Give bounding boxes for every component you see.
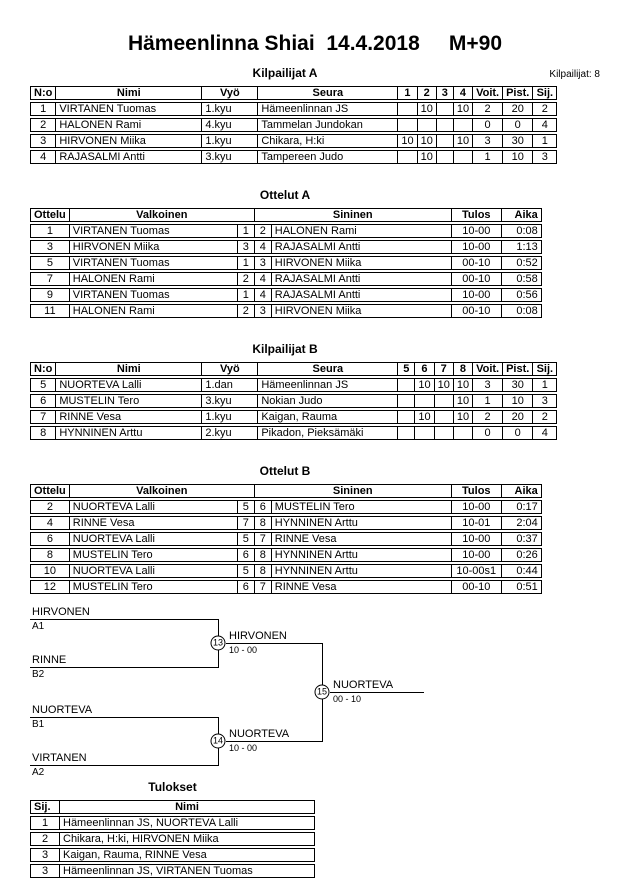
bracket-competitor-name: RINNE bbox=[32, 654, 67, 666]
cell-blue-name: RINNE Vesa bbox=[272, 532, 452, 546]
cell-club: Hämeenlinnan JS bbox=[258, 102, 398, 116]
cell-name: Chikara, H:ki, HIRVONEN Miika bbox=[60, 832, 315, 846]
cell-score-3 bbox=[435, 410, 454, 424]
cell-wins: 2 bbox=[473, 102, 503, 116]
cell-place: 4 bbox=[533, 118, 557, 132]
cell-white-name: HIRVONEN Miika bbox=[70, 240, 238, 254]
bracket-score: 10 - 00 bbox=[229, 743, 258, 753]
cell-score-3 bbox=[437, 150, 454, 164]
cell-result: 10-00 bbox=[452, 500, 502, 514]
match-row bbox=[30, 272, 542, 286]
competitor-row bbox=[30, 378, 557, 392]
cell-result: 10-00 bbox=[452, 548, 502, 562]
col-belt: Vyö bbox=[202, 362, 258, 376]
cell-match-no: 3 bbox=[30, 240, 70, 254]
bracket-line bbox=[226, 741, 322, 742]
cell-place: 3 bbox=[533, 150, 557, 164]
cell-match-no: 4 bbox=[30, 516, 70, 530]
cell-belt: 3.kyu bbox=[202, 150, 258, 164]
match-row bbox=[30, 580, 542, 594]
cell-score-4: 10 bbox=[454, 134, 473, 148]
result-row bbox=[30, 864, 315, 878]
match-row bbox=[30, 516, 542, 530]
match-row bbox=[30, 564, 542, 578]
cell-white-no: 5 bbox=[238, 532, 255, 546]
competitor-row bbox=[30, 134, 557, 148]
cell-result: 00-10 bbox=[452, 272, 502, 286]
cell-number: 2 bbox=[30, 118, 56, 132]
cell-result: 00-10 bbox=[452, 304, 502, 318]
cell-score-4 bbox=[454, 426, 473, 440]
cell-white-no: 1 bbox=[238, 256, 255, 270]
cell-points: 0 bbox=[503, 118, 533, 132]
cell-wins: 0 bbox=[473, 118, 503, 132]
cell-score-3 bbox=[437, 118, 454, 132]
cell-result: 10-00 bbox=[452, 288, 502, 302]
col-points: Pist. bbox=[503, 86, 533, 100]
cell-belt: 3.kyu bbox=[202, 394, 258, 408]
competitor-row bbox=[30, 102, 557, 116]
cell-white-name: HALONEN Rami bbox=[70, 272, 238, 286]
cell-number: 8 bbox=[30, 426, 56, 440]
cell-score-4 bbox=[454, 118, 473, 132]
cell-place: 2 bbox=[533, 102, 557, 116]
pool-a-table bbox=[30, 84, 557, 166]
cell-blue-name: HYNNINEN Arttu bbox=[272, 516, 452, 530]
cell-points: 30 bbox=[503, 378, 533, 392]
col-match: Ottelu bbox=[30, 484, 70, 498]
cell-belt: 1.kyu bbox=[202, 134, 258, 148]
bracket-line bbox=[330, 692, 424, 693]
bracket-seed-label: A1 bbox=[32, 621, 45, 632]
col-opp-3: 3 bbox=[437, 86, 454, 100]
cell-time: 0:37 bbox=[502, 532, 542, 546]
col-club: Seura bbox=[258, 86, 398, 100]
table-header-row bbox=[30, 208, 542, 222]
cell-wins: 3 bbox=[473, 378, 503, 392]
cell-place: 4 bbox=[533, 426, 557, 440]
col-club: Seura bbox=[258, 362, 398, 376]
cell-white-no: 1 bbox=[238, 288, 255, 302]
cell-number: 1 bbox=[30, 102, 56, 116]
cell-score-2 bbox=[415, 426, 434, 440]
cell-result: 10-00 bbox=[452, 532, 502, 546]
cell-time: 0:52 bbox=[502, 256, 542, 270]
cell-blue-name: HYNNINEN Arttu bbox=[272, 548, 452, 562]
col-points: Pist. bbox=[503, 362, 533, 376]
cell-name: HYNNINEN Arttu bbox=[56, 426, 202, 440]
col-opp-2: 2 bbox=[418, 86, 437, 100]
cell-time: 0:44 bbox=[502, 564, 542, 578]
cell-name: RINNE Vesa bbox=[56, 410, 202, 424]
cell-result: 00-10 bbox=[452, 580, 502, 594]
cell-match-no: 11 bbox=[30, 304, 70, 318]
cell-score-3: 10 bbox=[435, 378, 454, 392]
cell-match-no: 5 bbox=[30, 256, 70, 270]
cell-white-no: 2 bbox=[238, 304, 255, 318]
cell-club: Tammelan Jundokan bbox=[258, 118, 398, 132]
col-result: Tulos bbox=[452, 484, 502, 498]
cell-wins: 1 bbox=[473, 394, 503, 408]
bracket-seed-label: B2 bbox=[32, 669, 45, 680]
cell-place: 3 bbox=[533, 394, 557, 408]
cell-name: NUORTEVA Lalli bbox=[56, 378, 202, 392]
cell-score-3 bbox=[437, 102, 454, 116]
cell-belt: 1.kyu bbox=[202, 102, 258, 116]
col-time: Aika bbox=[502, 208, 542, 222]
cell-result: 10-00 bbox=[452, 240, 502, 254]
cell-match-no: 9 bbox=[30, 288, 70, 302]
cell-points: 30 bbox=[503, 134, 533, 148]
cell-belt: 1.kyu bbox=[202, 410, 258, 424]
competitor-row bbox=[30, 118, 557, 132]
result-row bbox=[30, 816, 315, 830]
cell-match-no: 7 bbox=[30, 272, 70, 286]
cell-blue-no: 6 bbox=[255, 500, 272, 514]
bracket-competitor-name: HIRVONEN bbox=[32, 606, 90, 618]
cell-name: Hämeenlinnan JS, NUORTEVA Lalli bbox=[60, 816, 315, 830]
table-header-row bbox=[30, 484, 542, 498]
cell-place: 3 bbox=[30, 848, 60, 862]
cell-time: 0:17 bbox=[502, 500, 542, 514]
cell-blue-name: HALONEN Rami bbox=[272, 224, 452, 238]
cell-club: Nokian Judo bbox=[258, 394, 398, 408]
cell-wins: 3 bbox=[473, 134, 503, 148]
col-opp-4: 4 bbox=[454, 86, 473, 100]
cell-place: 2 bbox=[30, 832, 60, 846]
cell-wins: 2 bbox=[473, 410, 503, 424]
match-row bbox=[30, 304, 542, 318]
cell-blue-name: MUSTELIN Tero bbox=[272, 500, 452, 514]
cell-time: 0:51 bbox=[502, 580, 542, 594]
col-number: N:o bbox=[30, 362, 56, 376]
results-table bbox=[30, 798, 315, 880]
cell-score-1 bbox=[398, 394, 415, 408]
cell-score-2: 10 bbox=[418, 134, 437, 148]
cell-club: Chikara, H:ki bbox=[258, 134, 398, 148]
cell-place: 3 bbox=[30, 864, 60, 878]
cell-club: Hämeenlinnan JS bbox=[258, 378, 398, 392]
cell-score-2 bbox=[418, 118, 437, 132]
match-row bbox=[30, 500, 542, 514]
col-name: Nimi bbox=[56, 86, 202, 100]
cell-wins: 0 bbox=[473, 426, 503, 440]
bracket-line bbox=[30, 717, 218, 718]
cell-score-4: 10 bbox=[454, 394, 473, 408]
cell-score-1: 10 bbox=[398, 134, 417, 148]
col-result: Tulos bbox=[452, 208, 502, 222]
col-belt: Vyö bbox=[202, 86, 258, 100]
cell-score-3 bbox=[437, 134, 454, 148]
col-name: Nimi bbox=[60, 800, 315, 814]
cell-blue-no: 2 bbox=[255, 224, 272, 238]
cell-result: 10-00s1 bbox=[452, 564, 502, 578]
cell-number: 4 bbox=[30, 150, 56, 164]
cell-place: 1 bbox=[533, 134, 557, 148]
cell-belt: 1.dan bbox=[202, 378, 258, 392]
cell-number: 5 bbox=[30, 378, 56, 392]
cell-wins: 1 bbox=[473, 150, 503, 164]
cell-club: Kaigan, Rauma bbox=[258, 410, 398, 424]
cell-score-4: 10 bbox=[454, 378, 473, 392]
cell-time: 2:04 bbox=[502, 516, 542, 530]
cell-match-no: 1 bbox=[30, 224, 70, 238]
cell-score-4: 10 bbox=[454, 410, 473, 424]
cell-white-no: 3 bbox=[238, 240, 255, 254]
cell-club: Tampereen Judo bbox=[258, 150, 398, 164]
final-bracket bbox=[30, 606, 600, 778]
col-match: Ottelu bbox=[30, 208, 70, 222]
cell-place: 1 bbox=[533, 378, 557, 392]
cell-score-4: 10 bbox=[454, 102, 473, 116]
col-wins: Voit. bbox=[473, 362, 503, 376]
cell-points: 10 bbox=[503, 394, 533, 408]
match-row bbox=[30, 548, 542, 562]
cell-number: 6 bbox=[30, 394, 56, 408]
cell-club: Pikadon, Pieksämäki bbox=[258, 426, 398, 440]
cell-white-no: 1 bbox=[238, 224, 255, 238]
cell-result: 10-01 bbox=[452, 516, 502, 530]
col-place: Sij. bbox=[30, 800, 60, 814]
col-opp-7: 7 bbox=[435, 362, 454, 376]
cell-blue-no: 7 bbox=[255, 580, 272, 594]
matches-b-table bbox=[30, 482, 542, 596]
cell-number: 3 bbox=[30, 134, 56, 148]
result-row bbox=[30, 832, 315, 846]
cell-time: 0:58 bbox=[502, 272, 542, 286]
cell-score-1 bbox=[398, 410, 415, 424]
col-white: Valkoinen bbox=[70, 484, 255, 498]
match-row bbox=[30, 532, 542, 546]
page-title: Hämeenlinna Shiai 14.4.2018 M+90 bbox=[127, 32, 503, 55]
cell-white-no: 7 bbox=[238, 516, 255, 530]
cell-white-name: HALONEN Rami bbox=[70, 304, 238, 318]
cell-white-name: NUORTEVA Lalli bbox=[70, 532, 238, 546]
cell-points: 20 bbox=[503, 410, 533, 424]
col-time: Aika bbox=[502, 484, 542, 498]
cell-match-no: 2 bbox=[30, 500, 70, 514]
cell-blue-no: 8 bbox=[255, 548, 272, 562]
cell-score-1 bbox=[398, 102, 417, 116]
cell-points: 0 bbox=[503, 426, 533, 440]
cell-name: HALONEN Rami bbox=[56, 118, 202, 132]
cell-time: 0:26 bbox=[502, 548, 542, 562]
cell-belt: 2.kyu bbox=[202, 426, 258, 440]
cell-blue-no: 7 bbox=[255, 532, 272, 546]
col-blue: Sininen bbox=[255, 208, 452, 222]
cell-blue-name: HIRVONEN Miika bbox=[272, 304, 452, 318]
cell-blue-no: 4 bbox=[255, 288, 272, 302]
col-wins: Voit. bbox=[473, 86, 503, 100]
bracket-seed-label: A2 bbox=[32, 767, 45, 778]
cell-white-name: NUORTEVA Lalli bbox=[70, 500, 238, 514]
cell-time: 0:08 bbox=[502, 224, 542, 238]
col-opp-6: 6 bbox=[415, 362, 434, 376]
match-row bbox=[30, 256, 542, 270]
col-place: Sij. bbox=[533, 362, 557, 376]
match-row bbox=[30, 240, 542, 254]
cell-blue-no: 4 bbox=[255, 272, 272, 286]
cell-points: 20 bbox=[503, 102, 533, 116]
pool-a-title: Kilpailijat A bbox=[252, 66, 318, 80]
table-header-row bbox=[30, 86, 557, 100]
cell-score-2 bbox=[415, 394, 434, 408]
cell-score-4 bbox=[454, 150, 473, 164]
result-row bbox=[30, 848, 315, 862]
cell-white-no: 5 bbox=[238, 564, 255, 578]
cell-white-name: RINNE Vesa bbox=[70, 516, 238, 530]
table-header-row bbox=[30, 800, 315, 814]
matches-a-title: Ottelut A bbox=[259, 188, 311, 202]
col-opp-1: 1 bbox=[398, 86, 417, 100]
competitor-row bbox=[30, 410, 557, 424]
cell-name: Kaigan, Rauma, RINNE Vesa bbox=[60, 848, 315, 862]
bracket-score: 00 - 10 bbox=[333, 694, 362, 704]
cell-blue-name: HYNNINEN Arttu bbox=[272, 564, 452, 578]
col-opp-8: 8 bbox=[454, 362, 473, 376]
cell-time: 1:13 bbox=[502, 240, 542, 254]
cell-time: 0:08 bbox=[502, 304, 542, 318]
cell-score-2: 10 bbox=[415, 378, 434, 392]
cell-white-name: MUSTELIN Tero bbox=[70, 580, 238, 594]
match-row bbox=[30, 288, 542, 302]
cell-score-1 bbox=[398, 118, 417, 132]
cell-blue-name: RAJASALMI Antti bbox=[272, 240, 452, 254]
cell-place: 2 bbox=[533, 410, 557, 424]
cell-blue-no: 8 bbox=[255, 564, 272, 578]
cell-score-3 bbox=[435, 426, 454, 440]
pool-b-title: Kilpailijat B bbox=[252, 342, 318, 356]
cell-blue-name: RAJASALMI Antti bbox=[272, 272, 452, 286]
matches-a-table bbox=[30, 206, 542, 320]
pool-b-table bbox=[30, 360, 557, 442]
match-number-badge: 14 bbox=[211, 734, 226, 749]
cell-score-2: 10 bbox=[415, 410, 434, 424]
bracket-winner-name: NUORTEVA bbox=[333, 679, 394, 691]
cell-points: 10 bbox=[503, 150, 533, 164]
cell-white-name: VIRTANEN Tuomas bbox=[70, 288, 238, 302]
cell-name: RAJASALMI Antti bbox=[56, 150, 202, 164]
col-name: Nimi bbox=[56, 362, 202, 376]
cell-white-name: NUORTEVA Lalli bbox=[70, 564, 238, 578]
cell-match-no: 10 bbox=[30, 564, 70, 578]
cell-name: MUSTELIN Tero bbox=[56, 394, 202, 408]
bracket-line bbox=[30, 765, 218, 766]
cell-time: 0:56 bbox=[502, 288, 542, 302]
bracket-line bbox=[226, 643, 322, 644]
pool-a-header-row bbox=[30, 66, 600, 80]
cell-white-name: MUSTELIN Tero bbox=[70, 548, 238, 562]
cell-match-no: 12 bbox=[30, 580, 70, 594]
cell-match-no: 8 bbox=[30, 548, 70, 562]
cell-blue-name: RAJASALMI Antti bbox=[272, 288, 452, 302]
bracket-score: 10 - 00 bbox=[229, 645, 258, 655]
cell-score-2: 10 bbox=[418, 102, 437, 116]
cell-place: 1 bbox=[30, 816, 60, 830]
cell-white-name: VIRTANEN Tuomas bbox=[70, 256, 238, 270]
cell-blue-no: 3 bbox=[255, 256, 272, 270]
cell-white-name: VIRTANEN Tuomas bbox=[70, 224, 238, 238]
results-title: Tulokset bbox=[148, 780, 197, 794]
competitors-count-label: Kilpailijat: 8 bbox=[549, 69, 600, 80]
cell-number: 7 bbox=[30, 410, 56, 424]
bracket-competitor-name: NUORTEVA bbox=[32, 704, 93, 716]
bracket-winner-name: HIRVONEN bbox=[229, 630, 287, 642]
cell-blue-no: 8 bbox=[255, 516, 272, 530]
competitor-row bbox=[30, 394, 557, 408]
match-row bbox=[30, 224, 542, 238]
cell-score-1 bbox=[398, 378, 415, 392]
competitor-row bbox=[30, 150, 557, 164]
col-white: Valkoinen bbox=[70, 208, 255, 222]
bracket-winner-name: NUORTEVA bbox=[229, 728, 290, 740]
cell-blue-name: RINNE Vesa bbox=[272, 580, 452, 594]
cell-belt: 4.kyu bbox=[202, 118, 258, 132]
cell-score-1 bbox=[398, 150, 417, 164]
match-number-badge: 13 bbox=[211, 636, 226, 651]
col-number: N:o bbox=[30, 86, 56, 100]
cell-white-no: 5 bbox=[238, 500, 255, 514]
cell-name: Hämeenlinnan JS, VIRTANEN Tuomas bbox=[60, 864, 315, 878]
match-number-badge: 15 bbox=[315, 685, 330, 700]
cell-result: 00-10 bbox=[452, 256, 502, 270]
competitor-row bbox=[30, 426, 557, 440]
cell-score-1 bbox=[398, 426, 415, 440]
cell-score-3 bbox=[435, 394, 454, 408]
bracket-line bbox=[30, 667, 218, 668]
cell-name: HIRVONEN Miika bbox=[56, 134, 202, 148]
cell-white-no: 2 bbox=[238, 272, 255, 286]
cell-match-no: 6 bbox=[30, 532, 70, 546]
matches-b-title: Ottelut B bbox=[259, 464, 311, 478]
col-place: Sij. bbox=[533, 86, 557, 100]
bracket-competitor-name: VIRTANEN bbox=[32, 752, 87, 764]
cell-blue-name: HIRVONEN Miika bbox=[272, 256, 452, 270]
cell-score-2: 10 bbox=[418, 150, 437, 164]
cell-white-no: 6 bbox=[238, 580, 255, 594]
cell-result: 10-00 bbox=[452, 224, 502, 238]
cell-blue-no: 3 bbox=[255, 304, 272, 318]
cell-blue-no: 4 bbox=[255, 240, 272, 254]
cell-white-no: 6 bbox=[238, 548, 255, 562]
col-blue: Sininen bbox=[255, 484, 452, 498]
table-header-row bbox=[30, 362, 557, 376]
cell-name: VIRTANEN Tuomas bbox=[56, 102, 202, 116]
col-opp-5: 5 bbox=[398, 362, 415, 376]
bracket-line bbox=[30, 619, 218, 620]
bracket-seed-label: B1 bbox=[32, 719, 45, 730]
